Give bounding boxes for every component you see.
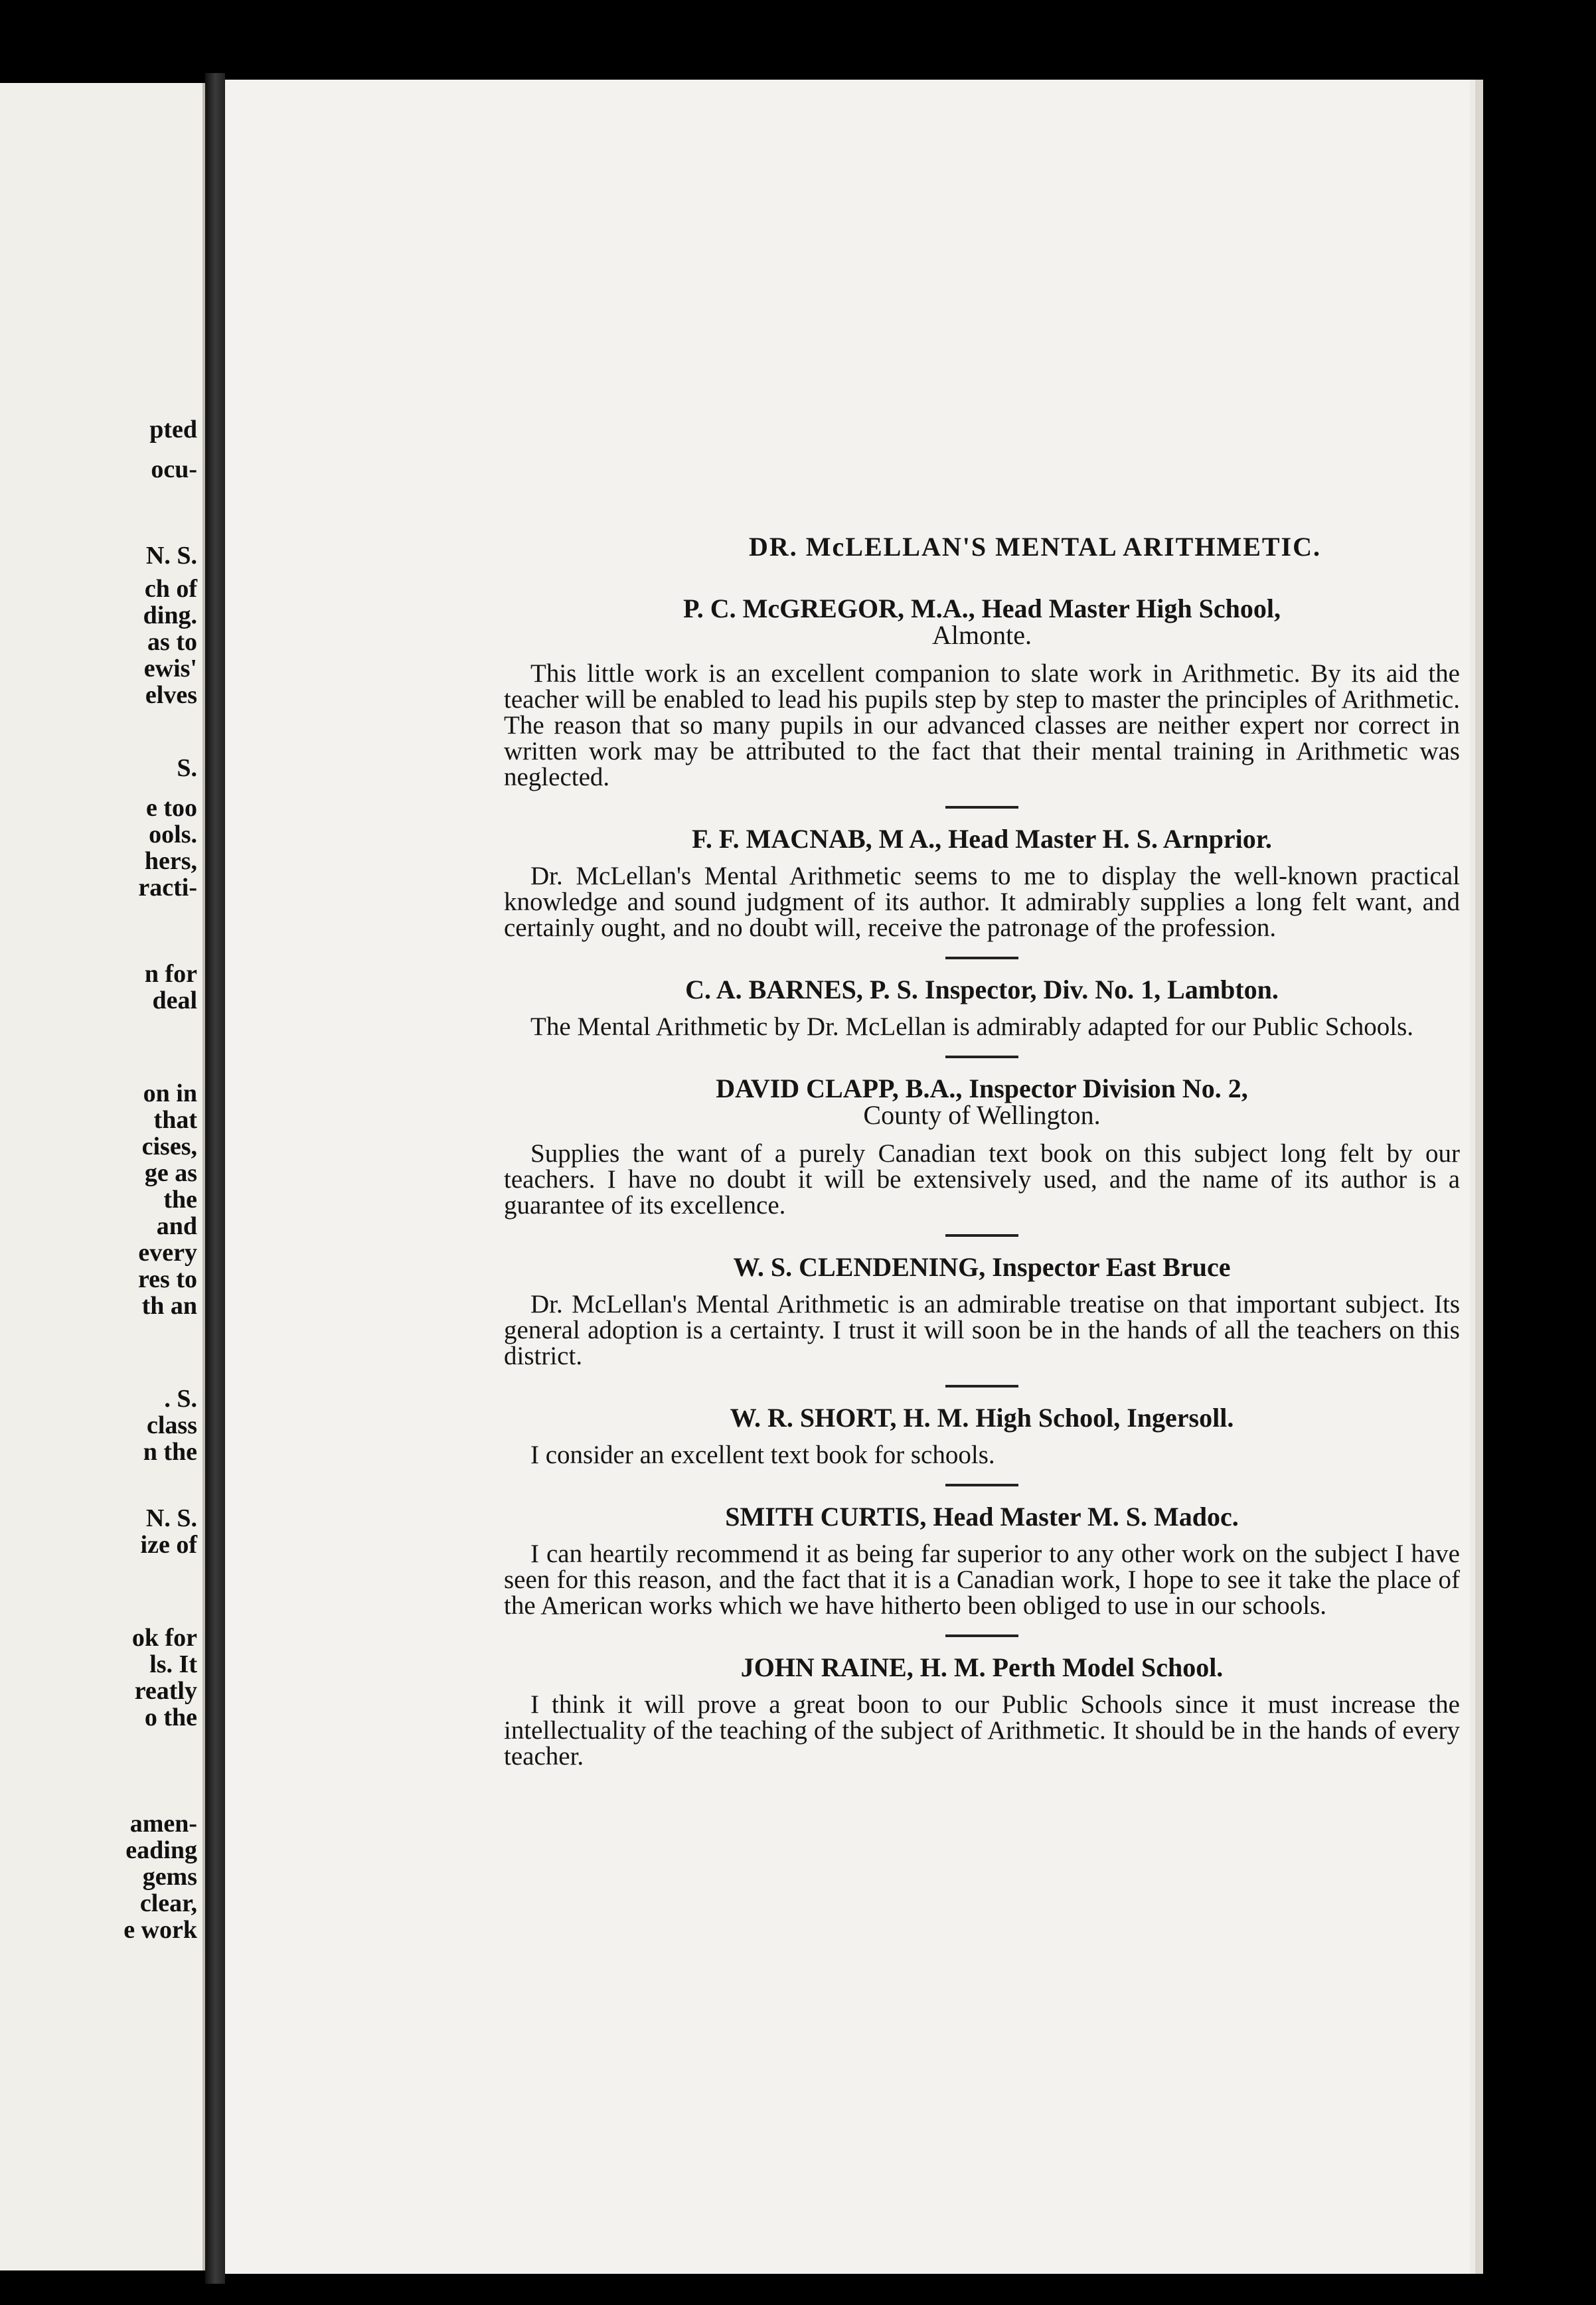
left-margin-line: every [138,1239,197,1267]
left-margin-line: on in [143,1079,197,1107]
testimonial-text: The Mental Arithmetic by Dr. McLellan is admirably adapted for our Public Schools. [530,1012,1414,1041]
bleed-through-shadow [557,179,1486,279]
left-margin-line: N. S. [145,1504,197,1532]
left-margin-line: res to [138,1265,197,1293]
left-margin-line: pted [149,416,197,443]
left-margin-line: eading [125,1836,197,1864]
left-margin-line: ize of [140,1531,197,1559]
testimonial-author: DAVID CLAPP, B.A., Inspector Division No. 2, [716,1073,1248,1103]
page-text [504,531,1460,1769]
right-page [225,80,1483,2274]
left-margin-line: amen- [129,1810,197,1838]
testimonial-text: I consider an excellent text book for schools. [530,1441,995,1469]
separator-rule [945,806,1018,809]
left-margin-line: ch of [144,575,197,603]
separator-rule [945,1056,1018,1058]
left-margin-line: cises, [141,1133,197,1160]
left-margin-line: ding. [143,601,197,629]
left-margin-line: deal [152,987,197,1014]
left-margin-line: hers, [144,847,197,875]
left-margin-line: and [156,1212,197,1240]
left-margin-line: e work [123,1916,197,1944]
left-margin-line: gems [142,1863,197,1891]
testimonial-author: SMITH CURTIS, Head Master M. S. Madoc. [725,1502,1239,1532]
left-margin-line: . S. [164,1385,197,1413]
separator-rule [945,957,1018,959]
testimonial [504,1254,1460,1369]
testimonial-text: Dr. McLellan's Mental Arithmetic is an admirable treatise on that important subject. Its general adoption is a certainty. I trust it will soon be in the hands of all the teachers on this district. [504,1290,1460,1370]
left-margin-line: as to [147,628,197,656]
testimonial-list [504,596,1460,1769]
testimonial-author: W. S. CLENDENING, Inspector East Bruce [733,1252,1231,1282]
testimonial-text: I think it will prove a great boon to our Public Schools since it must increase the intellectuality of the teaching of the subject of Arithmetic. It should be in the hands of every teacher. [504,1690,1460,1771]
testimonial-text: This little work is an excellent companion to slate work in Arithmetic. By its aid the teacher will be enabled to lead his pupils step by step to master the principles of Arithmetic. The reason that so many pupils in our advanced classes are neither expert nor correct in written work may be attributed to the fact that their mental training in Arithmetic was neglected. [504,659,1460,791]
left-margin-line: that [153,1106,197,1134]
left-margin-line: ok for [131,1624,197,1652]
testimonial-location: County of Wellington. [863,1100,1101,1130]
testimonial [504,1405,1460,1468]
testimonial [504,1075,1460,1218]
testimonial-text: Supplies the want of a purely Canadian text book on this subject long felt by our teachers. I have no doubt it will be extensively used, and the name of its author is a guarantee of its excellence. [504,1139,1460,1220]
left-margin-line: N. S. [145,542,197,570]
testimonial-text: Dr. McLellan's Mental Arithmetic seems to me to display the well-known practical knowledge and sound judgment of its author. It admirably supplies a long felt want, and certainly ought, and no doubt will, receive the patronage of the profession. [504,862,1460,942]
left-page-fragment [0,83,205,2270]
separator-rule [945,1234,1018,1237]
testimonial-author: P. C. McGREGOR, M.A., Head Master High School, [683,594,1281,623]
testimonial [504,1504,1460,1619]
left-margin-line: racti- [138,874,197,902]
testimonial [504,596,1460,790]
left-margin-line: class [147,1411,197,1439]
left-margin-line: clear, [139,1889,197,1917]
testimonial-author: C. A. BARNES, P. S. Inspector, Div. No. 1, Lambton. [685,975,1279,1004]
left-margin-line: n for [144,960,197,988]
left-margin-line: e too [145,794,197,822]
left-margin-line: ools. [149,821,197,848]
separator-rule [945,1385,1018,1388]
left-margin-line: ge as [144,1159,197,1187]
testimonial-text: I can heartily recommend it as being far superior to any other work on the subject I have seen for this reason, and the fact that it is a Canadian work, I hope to see it take the place of the American works which we have hitherto been obliged to use in our schools. [504,1540,1460,1620]
separator-rule [945,1484,1018,1486]
left-margin-line: ewis' [143,655,197,682]
testimonial [504,826,1460,941]
book-gutter [205,73,225,2284]
testimonial [504,977,1460,1040]
separator-rule [945,1634,1018,1637]
left-margin-line: th an [141,1292,197,1320]
left-margin-line: the [163,1186,197,1214]
testimonial [504,1654,1460,1769]
testimonial-author: JOHN RAINE, H. M. Perth Model School. [740,1652,1224,1682]
left-margin-line: reatly [134,1677,197,1705]
left-margin-line: o the [144,1704,197,1731]
left-margin-line: elves [145,681,197,709]
left-margin-line: n the [143,1438,197,1466]
page-heading: DR. McLELLAN'S MENTAL ARITHMETIC. [748,532,1321,562]
testimonial-author: W. R. SHORT, H. M. High School, Ingersoll. [730,1403,1234,1433]
testimonial-author: F. F. MACNAB, M A., Head Master H. S. Arnprior. [692,824,1272,854]
left-margin-line: ocu- [151,455,197,483]
left-margin-line: ls. It [149,1650,197,1678]
testimonial-location: Almonte. [932,620,1032,650]
left-margin-line: S. [177,754,197,782]
